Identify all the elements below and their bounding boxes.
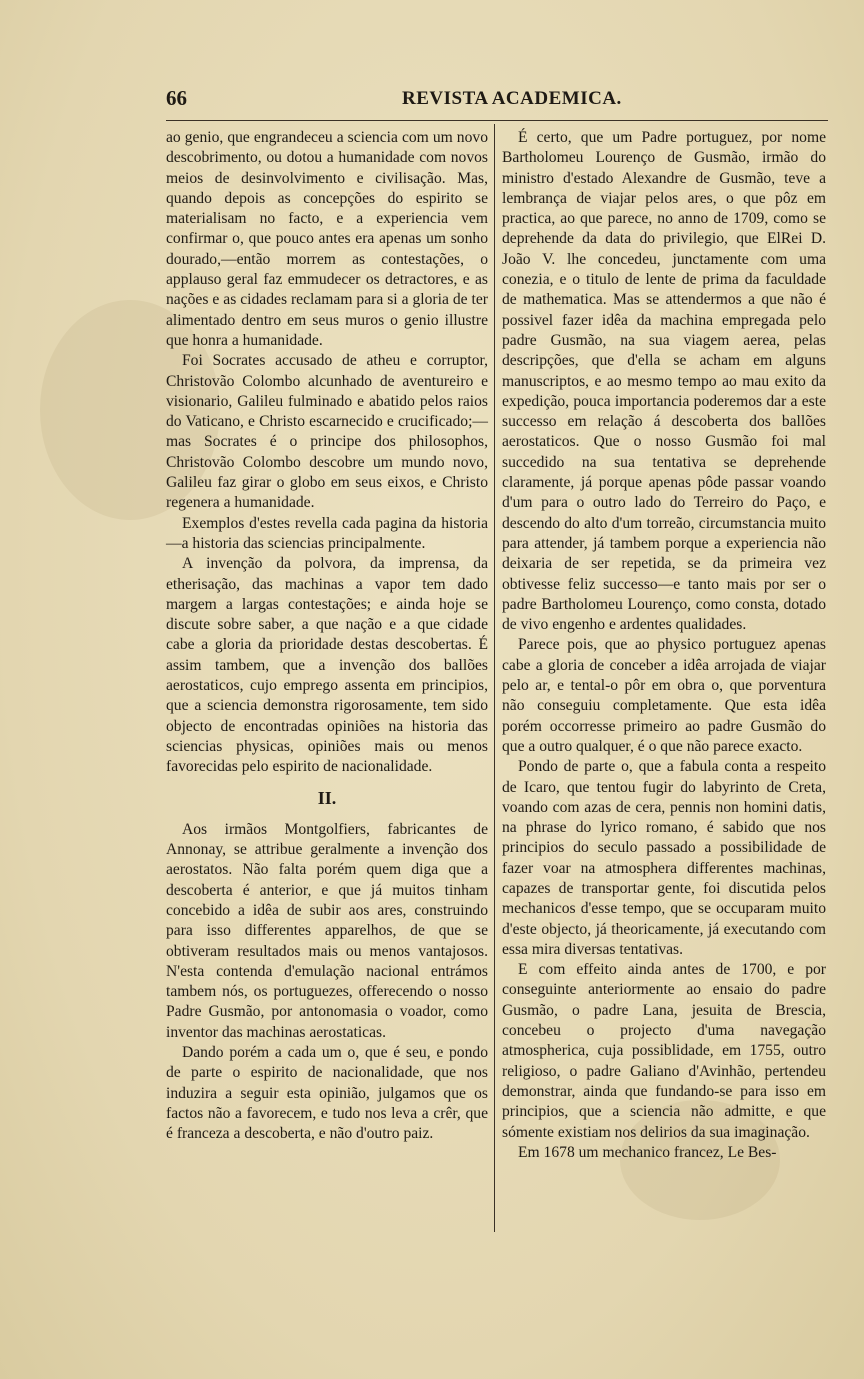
paragraph: Aos irmãos Montgolfiers, fabricantes de Annonay, se attribue geralmente a invenção dos aerostatos. Não falta porém quem diga que a descoberta é anterior, e que já muitos tinham concebido a idêa de subir aos ares, construindo para isso differentes apparelhos, de que se obtiveram resultados mais ou menos vantajosos. N'esta contenda d'emulação nacional entrámos tambem nós, os portuguezes, offerecendo o nosso Padre Gusmão, por antonomasia o voador, como inventor das machinas aerostaticas. [166,820,488,1041]
page-number: 66 [166,86,187,110]
page-header [166,86,826,114]
running-title: REVISTA ACADEMICA. [402,88,622,109]
paragraph: Parece pois, que ao physico portuguez apenas cabe a gloria de conceber a idêa arrojada de viajar pelo ar, e tental-o pôr em obra o, que porventura não conseguiu completamente. Que esta idêa porém occorresse primeiro ao padre Gusmão do que a outro qualquer, é o que não parece exacto. [502,636,826,755]
paragraph: E com effeito ainda antes de 1700, e por conseguinte anteriormente ao ensaio do padre Gusmão, o padre Lana, jesuita de Brescia, concebeu o projecto d'uma navegação atmospherica, cuja possiblidade, em 1755, outro religioso, o padre Galiano d'Avinhão, pertendeu demonstrar, ainda que fundando-se para isso em principios, que a sciencia não admitte, e que sómente existiam nos delirios da sua imaginação. [502,961,826,1141]
paragraph: Dando porém a cada um o, que é seu, e pondo de parte o espirito de nacionalidade, que nos induzira a seguir esta opinião, julgamos que os factos não a favorecem, e tudo nos leva a crêr, que é franceza a descoberta, e não d'outro paiz. [166,1044,488,1143]
left-column [166,128,488,1145]
paragraph: Foi Socrates accusado de atheu e corruptor, Christovão Colombo alcunhado de aventureiro e visionario, Galileu fulminado e abatido pelos raios do Vaticano, e Christo escarnecido e crucificado;—mas Socrates é o principe dos philosophos, Christovão Colombo descobre um mundo novo, Galileu faz girar o globo em seus eixos, e Christo regenera a humanidade. [166,352,488,512]
right-column [502,128,826,1163]
paragraph: A invenção da polvora, da imprensa, da etherisação, das machinas a vapor tem dado margem a largas contestações; e ainda hoje se discute sobre saber, a que nação e a que cidade cabe a gloria da prioridade destas descobertas. É assim tambem, que a invenção dos ballões aerostaticos, cujo emprego assenta em principios, que a sciencia demonstra rigorosamente, tem sido objecto de encontradas opiniões na historia das sciencias physicas, opiniões mais ou menos favorecidas pelo espirito de nacionalidade. [166,555,488,776]
paragraph: Exemplos d'estes revella cada pagina da historia—a historia das sciencias principalmente. [166,514,488,552]
section-heading: II. [317,787,337,808]
header-rule [166,120,828,121]
paragraph: É certo, que um Padre portuguez, por nome Bartholomeu Lourenço de Gusmão, irmão do ministro d'estado Alexandre de Gusmão, teve a lembrança de viajar pelos ares, o que pôz em practica, ao que parece, no anno de 1709, como se deprehende da data do privilegio, que ElRei D. João V. lhe concedeu, junctamente com uma conezia, e o titulo de lente de prima da faculdade de mathematica. Mas se attendermos a que não é possivel fazer idêa da machina empregada pelo padre Gusmão, na sua viagem aerea, pelas descripções, que d'ella se acham em alguns manuscriptos, e ao mesmo tempo ao mau exito da expedição, pouca importancia poderemos dar a este successo em relação á descoberta dos ballões aerostaticos. Que o nosso Gusmão foi mal succedido na sua tentativa se deprehende claramente, já porque apenas pôde passar voando d'um para o outro lado do Terreiro do Paço, e descendo do alto d'um torreão, circumstancia muito para attender, já tambem porque a experiencia não deixaria de ser repetida, se da primeira vez obtivesse feliz successo—e tanto mais por ser o padre Bartholomeu Lourenço, como consta, dotado de vivo engenho e ardentes qualidades. [502,129,826,634]
paragraph: Em 1678 um mechanico francez, Le Bes- [518,1143,777,1161]
paragraph: Pondo de parte o, que a fabula conta a respeito de Icaro, que tentou fugir do labyrinto de Creta, voando com azas de cera, pennis non homini datis, na phrase do lyrico romano, é sabido que nos principios do seculo passado a possibilidade de fazer voar na atmosphera differentes machinas, capazes de transportar gente, foi discutida pelos mechanicos d'esse tempo, que se occuparam muito d'este objecto, já theoricamente, já executando com essa mira diversas tentativas. [502,758,826,958]
column-divider [494,124,495,1232]
paragraph: ao genio, que engrandeceu a sciencia com um novo descobrimento, ou dotou a humanidade com novos meios de desinvolvimento e civilisação. Mas, quando depois as concepções do espirito se materialisam no facto, e a experiencia vem confirmar o, que pouco antes era apenas um sonho dourado,—então morrem as contestações, o applauso geral faz emmudecer os detractores, e as nações e as cidades reclamam para si a gloria de ter alimentado dentro em seus muros o genio illustre que honra a humanidade. [166,129,488,349]
